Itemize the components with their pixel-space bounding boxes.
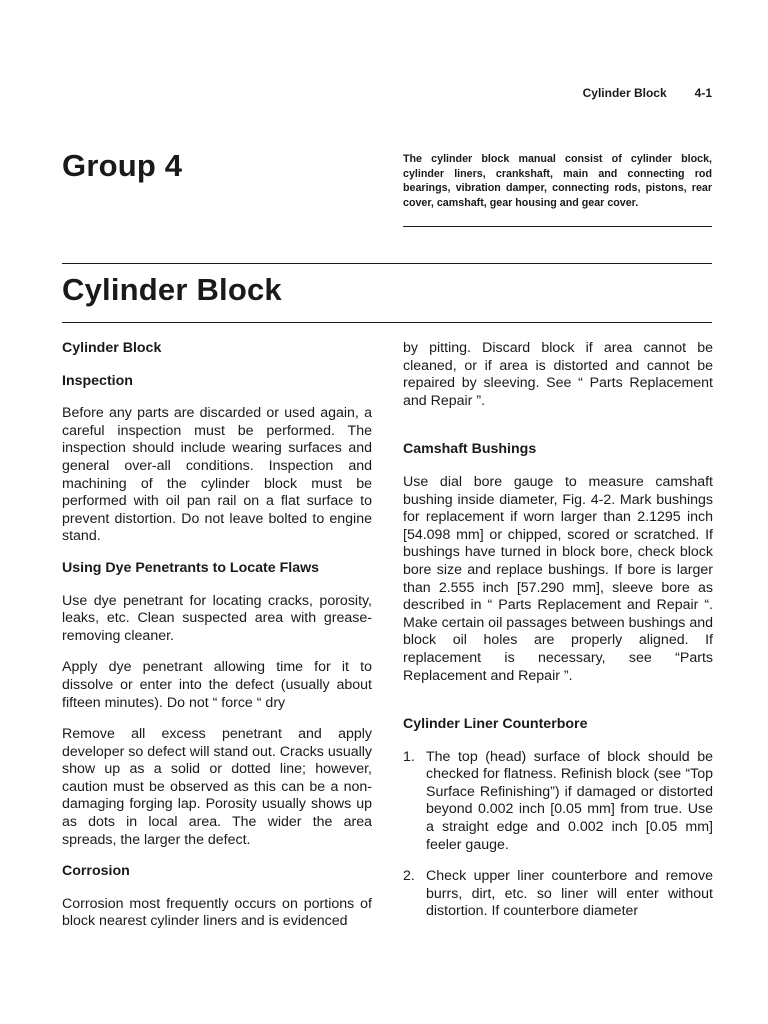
heading-corrosion: Corrosion	[62, 863, 130, 880]
chapter-title: Cylinder Block	[62, 272, 282, 307]
inspection-paragraph: Before any parts are discarded or used again, a careful inspection must be performed. The inspection should include wearing surfaces and general over-all conditions. Inspection and machining of the cylinder block must be performed with oil pan rail on a flat surface to prevent distortion. Do not leave bolted to engine stand.	[62, 405, 372, 545]
running-header	[560, 86, 712, 100]
corrosion-paragraph-continued: by pitting. Discard block if area cannot be cleaned, or if area is distorted and cannot be repaired by sleeving. See “ Parts Replacement and Repair ”.	[403, 340, 713, 409]
left-column	[62, 340, 372, 945]
heading-dye-penetrants: Using Dye Penetrants to Locate Flaws	[62, 559, 320, 576]
list-number: 2.	[403, 868, 415, 885]
intro-summary: The cylinder block manual consist of cylinder block, cylinder liners, crankshaft, main and connecting rod bearings, vibration damper, connecting rods, pistons, rear cover, camshaft, gear housing and gear cover.	[403, 153, 712, 209]
section-spacer	[403, 424, 713, 441]
page-number: 4-1	[694, 86, 712, 100]
heading-cylinder-block: Cylinder Block	[62, 340, 162, 356]
heading-camshaft-bushings: Camshaft Bushings	[403, 441, 537, 458]
list-text: The top (head) surface of block should be checked for flatness. Refinish block (see “Top Surface Refinishing”) if damaged or distorted beyond 0.002 inch [0.05 mm] from true. Use a straight edge and 0.002 inch [0.05 mm] feeler gauge.	[426, 748, 713, 853]
right-column	[403, 340, 713, 935]
list-number: 1.	[403, 748, 415, 765]
list-item	[403, 749, 713, 855]
dye-paragraph-1: Use dye penetrant for locating cracks, porosity, leaks, etc. Clean suspected area with grease-removing cleaner.	[62, 592, 372, 644]
dye-paragraph-2: Apply dye penetrant allowing time for it to dissolve or enter into the defect (usually about fifteen minutes). Do not “ force “ dry	[62, 659, 372, 711]
list-item	[403, 868, 713, 921]
heading-inspection: Inspection	[62, 372, 133, 389]
dye-paragraph-3: Remove all excess penetrant and apply developer so defect will stand out. Cracks usually show up as a solid or dotted line; however, caution must be observed as this can be a non-damaging forging lap. Porosity usually shows up as dots in local area. The wider the area spreads, the larger the defect.	[62, 726, 372, 848]
chapter-divider-top	[62, 263, 712, 264]
section-spacer	[403, 699, 713, 716]
running-header-section: Cylinder Block	[582, 86, 667, 100]
camshaft-paragraph: Use dial bore gauge to measure camshaft bushing inside diameter, Fig. 4-2. Mark bushings for replacement if worn larger than 2.1295 inch [54.098 mm] or chipped, scored or scratched. If bushings have turned in block bore, check block bore size and replace bushings. If bore is larger than 2.555 inch [57.290 mm], sleeve bore as described in “ Parts Replacement and Repair “. Make certain oil passages between bushings and block oil holes are properly aligned. If replacement is necessary, see “Parts Replacement and Repair ”.	[403, 473, 713, 684]
list-text: Check upper liner counterbore and remove burrs, dirt, etc. so liner will enter without distortion. If counterbore diameter	[426, 868, 713, 920]
intro-divider	[403, 226, 712, 227]
heading-liner-counterbore: Cylinder Liner Counterbore	[403, 716, 588, 733]
group-title: Group 4	[62, 148, 183, 183]
chapter-divider-bottom	[62, 322, 712, 323]
corrosion-paragraph: Corrosion most frequently occurs on portions of block nearest cylinder liners and is evidenced	[62, 895, 372, 930]
